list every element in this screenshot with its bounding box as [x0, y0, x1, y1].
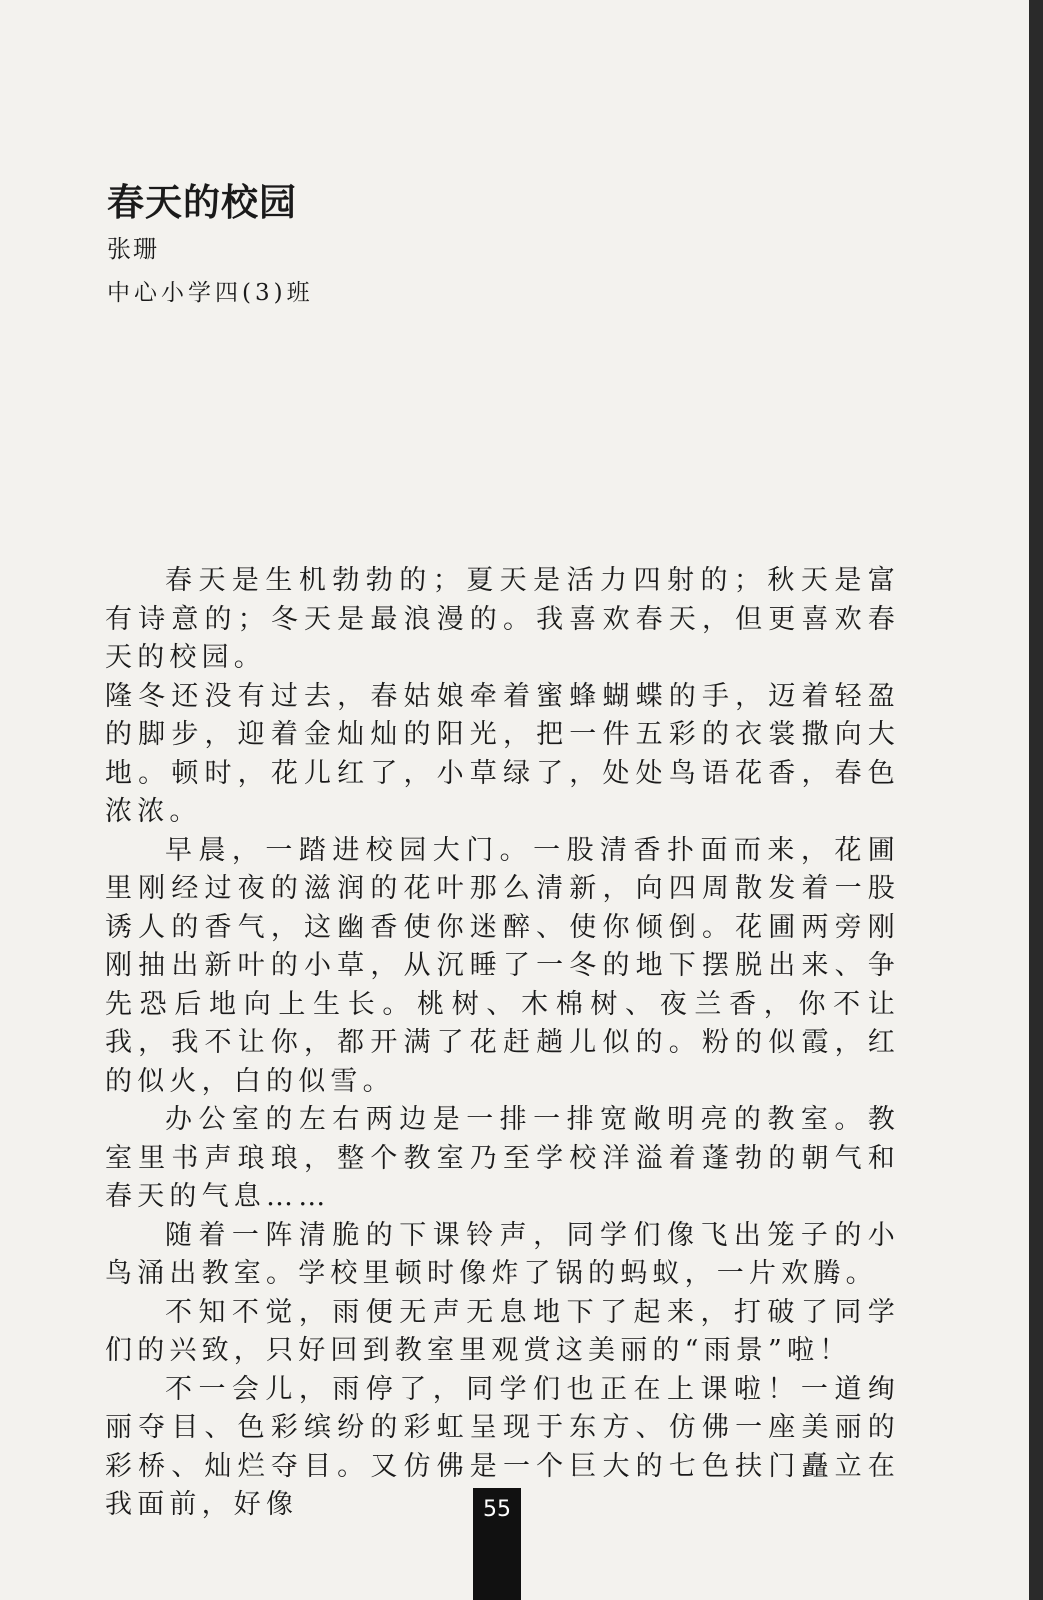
paragraph-6: 不知不觉，雨便无声无息地下了起来，打破了同学们的兴致，只好回到教室里观赏这美丽的“雨景”啦！ [105, 1296, 900, 1366]
article-title: 春天的校园 [107, 181, 297, 224]
paragraph-2: 隆冬还没有过去，春姑娘牵着蜜蜂蝴蝶的手，迈着轻盈的脚步，迎着金灿灿的阳光，把一件五彩的衣裳撒向大地。顿时，花儿红了，小草绿了，处处鸟语花香，春色浓浓。 [105, 680, 900, 827]
author-name: 张珊 [107, 235, 159, 263]
paragraph-1: 春天是生机勃勃的；夏天是活力四射的；秋天是富有诗意的；冬天是最浪漫的。我喜欢春天，但更喜欢春天的校园。 [105, 565, 900, 673]
author-school: 中心小学四(3)班 [107, 280, 314, 306]
paragraph-4: 办公室的左右两边是一排一排宽敞明亮的教室。教室里书声琅琅，整个教室乃至学校洋溢着蓬勃的朝气和春天的气息…… [105, 1104, 900, 1212]
article-header [107, 178, 807, 310]
page-number: 55 [473, 1488, 521, 1600]
paragraph-7: 不一会儿，雨停了，同学们也正在上课啦！一道绚丽夺目、色彩缤纷的彩虹呈现于东方、仿佛一座美丽的彩桥、灿烂夺目。又仿佛是一个巨大的七色扶门矗立在我面前，好像 [105, 1373, 900, 1520]
scan-edge-shadow [1029, 0, 1043, 1600]
paragraph-3: 早晨，一踏进校园大门。一股清香扑面而来，花圃里刚经过夜的滋润的花叶那么清新，向四周散发着一股诱人的香气，这幽香使你迷醉、使你倾倒。花圃两旁刚刚抽出新叶的小草，从沉睡了一冬的地下摆脱出来、争先恐后地向上生长。桃树、木棉树、夜兰香，你不让我，我不让你，都开满了花赶趟儿似的。粉的似霞，红的似火，白的似雪。 [105, 834, 900, 1097]
paragraph-5: 随着一阵清脆的下课铃声，同学们像飞出笼子的小鸟涌出教室。学校里顿时像炸了锅的蚂蚁，一片欢腾。 [105, 1219, 900, 1289]
article-body [105, 562, 900, 1525]
